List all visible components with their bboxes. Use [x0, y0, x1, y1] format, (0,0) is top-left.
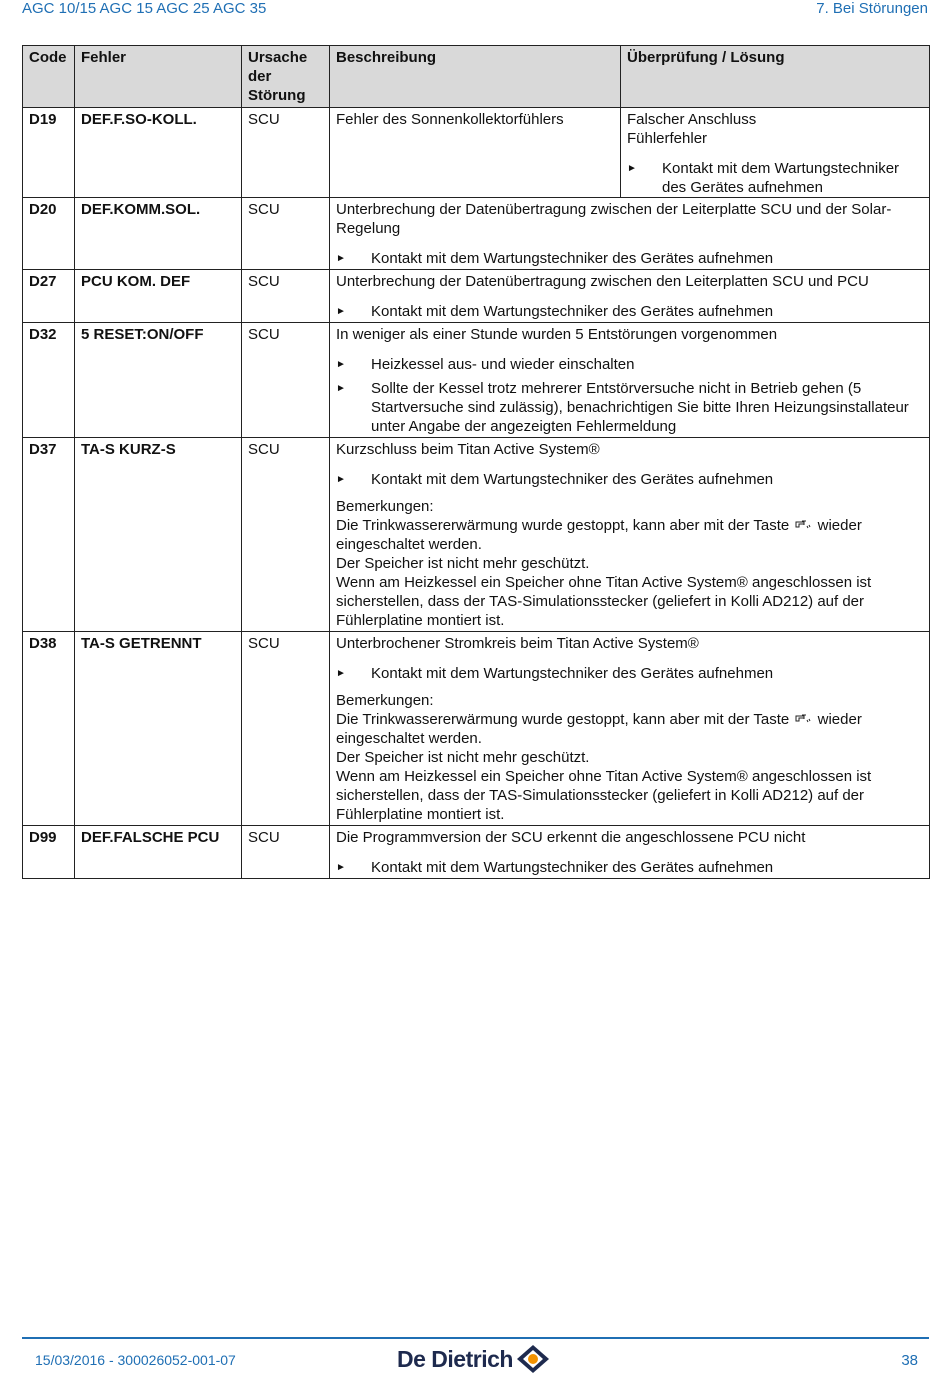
error-code: D38 [23, 632, 75, 826]
triangle-right-icon: ► [336, 253, 346, 264]
column-header-ursache: Ursache der Störung [242, 46, 330, 108]
brand-logo [397, 1344, 550, 1374]
triangle-right-icon: ► [336, 474, 346, 485]
error-description: Unterbrechung der Datenübertragung zwischen den Leiterplatten SCU und PCU ► Kontakt mit dem Wartungstechniker des Gerätes aufnehmen [330, 270, 930, 323]
error-name: DEF.F.SO-KOLL. [75, 108, 242, 198]
column-header-beschreibung: Beschreibung [330, 46, 621, 108]
error-description: Kurzschluss beim Titan Active System® ► Kontakt mit dem Wartungstechniker des Gerätes aufnehmen Bemerkungen: Die Trinkwassererwärmung wurde gestoppt, kann aber mit der Taste wieder eingeschaltet werden. Der Speicher ist nicht mehr geschützt. Wenn am Heizkessel ein Speicher ohne Titan Active System® angeschlossen ist sicherstellen, dass der TAS-Simulationsstecker (geliefert in Kolli AD212) auf der Fühlerplatine montiert ist. [330, 438, 930, 632]
solution-bullet: ► Kontakt mit dem Wartungstechniker des Gerätes aufnehmen [336, 665, 774, 682]
error-cause: SCU [242, 198, 330, 270]
tap-water-icon [795, 713, 811, 725]
error-name: TA-S GETRENNT [75, 632, 242, 826]
triangle-right-icon: ► [336, 862, 346, 873]
document-reference: 15/03/2016 - 300026052-001-07 [35, 1352, 236, 1368]
error-cause: SCU [242, 438, 330, 632]
error-cause: SCU [242, 323, 330, 438]
logo-diamond-icon [516, 1344, 550, 1374]
error-description: Fehler des Sonnenkollektorfühlers [330, 108, 621, 198]
solution-bullet: ► Kontakt mit dem Wartungstechniker des Gerätes aufnehmen [336, 250, 774, 267]
error-code: D19 [23, 108, 75, 198]
error-name: DEF.FALSCHE PCU [75, 826, 242, 879]
error-name: DEF.KOMM.SOL. [75, 198, 242, 270]
triangle-right-icon: ► [336, 668, 346, 679]
solution-bullet: ► Heizkessel aus- und wieder einschalten [336, 356, 635, 373]
error-code: D99 [23, 826, 75, 879]
error-name: 5 RESET:ON/OFF [75, 323, 242, 438]
section-title: 7. Bei Störungen [816, 0, 928, 17]
logo-text: De Dietrich [397, 1345, 513, 1372]
error-code: D27 [23, 270, 75, 323]
triangle-right-icon: ► [336, 383, 346, 394]
triangle-right-icon: ► [336, 306, 346, 317]
table-row [23, 323, 930, 438]
page-number: 38 [901, 1352, 918, 1369]
table-row [23, 270, 930, 323]
footer-divider [22, 1337, 929, 1339]
triangle-right-icon: ► [627, 163, 637, 174]
solution-bullet: ► Kontakt mit dem Wartungstechniker des Gerätes aufnehmen [627, 160, 900, 196]
error-description: Die Programmversion der SCU erkennt die angeschlossene PCU nicht ► Kontakt mit dem Wartungstechniker des Gerätes aufnehmen [330, 826, 930, 879]
solution-bullet: ► Kontakt mit dem Wartungstechniker des Gerätes aufnehmen [336, 859, 774, 876]
column-header-fehler: Fehler [75, 46, 242, 108]
table-row [23, 108, 930, 198]
error-solution: Falscher Anschluss Fühlerfehler ► Kontakt mit dem Wartungstechniker des Gerätes aufnehmen [621, 108, 930, 198]
error-table [22, 45, 930, 879]
error-description: Unterbrochener Stromkreis beim Titan Active System® ► Kontakt mit dem Wartungstechniker des Gerätes aufnehmen Bemerkungen: Die Trinkwassererwärmung wurde gestoppt, kann aber mit der Taste wieder eingeschaltet werden. Der Speicher ist nicht mehr geschützt. Wenn am Heizkessel ein Speicher ohne Titan Active System® angeschlossen ist sicherstellen, dass der TAS-Simulationsstecker (geliefert in Kolli AD212) auf der Fühlerplatine montiert ist. [330, 632, 930, 826]
column-header-loesung: Überprüfung / Lösung [621, 46, 930, 108]
table-row [23, 198, 930, 270]
error-description: Unterbrechung der Datenübertragung zwischen der Leiterplatte SCU und der Solar-Regelung ► Kontakt mit dem Wartungstechniker des Gerätes aufnehmen [330, 198, 930, 270]
error-cause: SCU [242, 270, 330, 323]
error-code: D32 [23, 323, 75, 438]
tap-water-icon [795, 519, 811, 531]
table-row [23, 632, 930, 826]
error-description: In weniger als einer Stunde wurden 5 Entstörungen vorgenommen ► Heizkessel aus- und wieder einschalten ► Sollte der Kessel trotz mehrerer Entstörversuche nicht in Betrieb gehen (5 Startversuche sind zulässig), benachrichtigen Sie bitte Ihren Heizungsinstallateur unter Angabe der angezeigten Fehlermeldung [330, 323, 930, 438]
table-row [23, 826, 930, 879]
document-header-title: AGC 10/15 AGC 15 AGC 25 AGC 35 [22, 0, 267, 17]
solution-bullet: ► Kontakt mit dem Wartungstechniker des Gerätes aufnehmen [336, 471, 774, 488]
table-header-row [23, 46, 930, 108]
table-row [23, 438, 930, 632]
error-code: D20 [23, 198, 75, 270]
error-name: TA-S KURZ-S [75, 438, 242, 632]
error-code: D37 [23, 438, 75, 632]
error-name: PCU KOM. DEF [75, 270, 242, 323]
triangle-right-icon: ► [336, 359, 346, 370]
error-cause: SCU [242, 108, 330, 198]
remarks: Bemerkungen: Die Trinkwassererwärmung wurde gestoppt, kann aber mit der Taste wieder eingeschaltet werden. Der Speicher ist nicht mehr geschützt. Wenn am Heizkessel ein Speicher ohne Titan Active System® angeschlossen ist sicherstellen, dass der TAS-Simulationsstecker (geliefert in Kolli AD212) auf der Fühlerplatine montiert ist. [336, 692, 872, 823]
solution-bullet: ► Kontakt mit dem Wartungstechniker des Gerätes aufnehmen [336, 303, 774, 320]
remarks: Bemerkungen: Die Trinkwassererwärmung wurde gestoppt, kann aber mit der Taste wieder eingeschaltet werden. Der Speicher ist nicht mehr geschützt. Wenn am Heizkessel ein Speicher ohne Titan Active System® angeschlossen ist sicherstellen, dass der TAS-Simulationsstecker (geliefert in Kolli AD212) auf der Fühlerplatine montiert ist. [336, 498, 872, 629]
solution-bullet: ► Sollte der Kessel trotz mehrerer Entstörversuche nicht in Betrieb gehen (5 Startversuche sind zulässig), benachrichtigen Sie bitte Ihren Heizungsinstallateur unter Angabe der angezeigten Fehlermeldung [336, 380, 909, 435]
column-header-code: Code [23, 46, 75, 108]
error-cause: SCU [242, 632, 330, 826]
error-cause: SCU [242, 826, 330, 879]
